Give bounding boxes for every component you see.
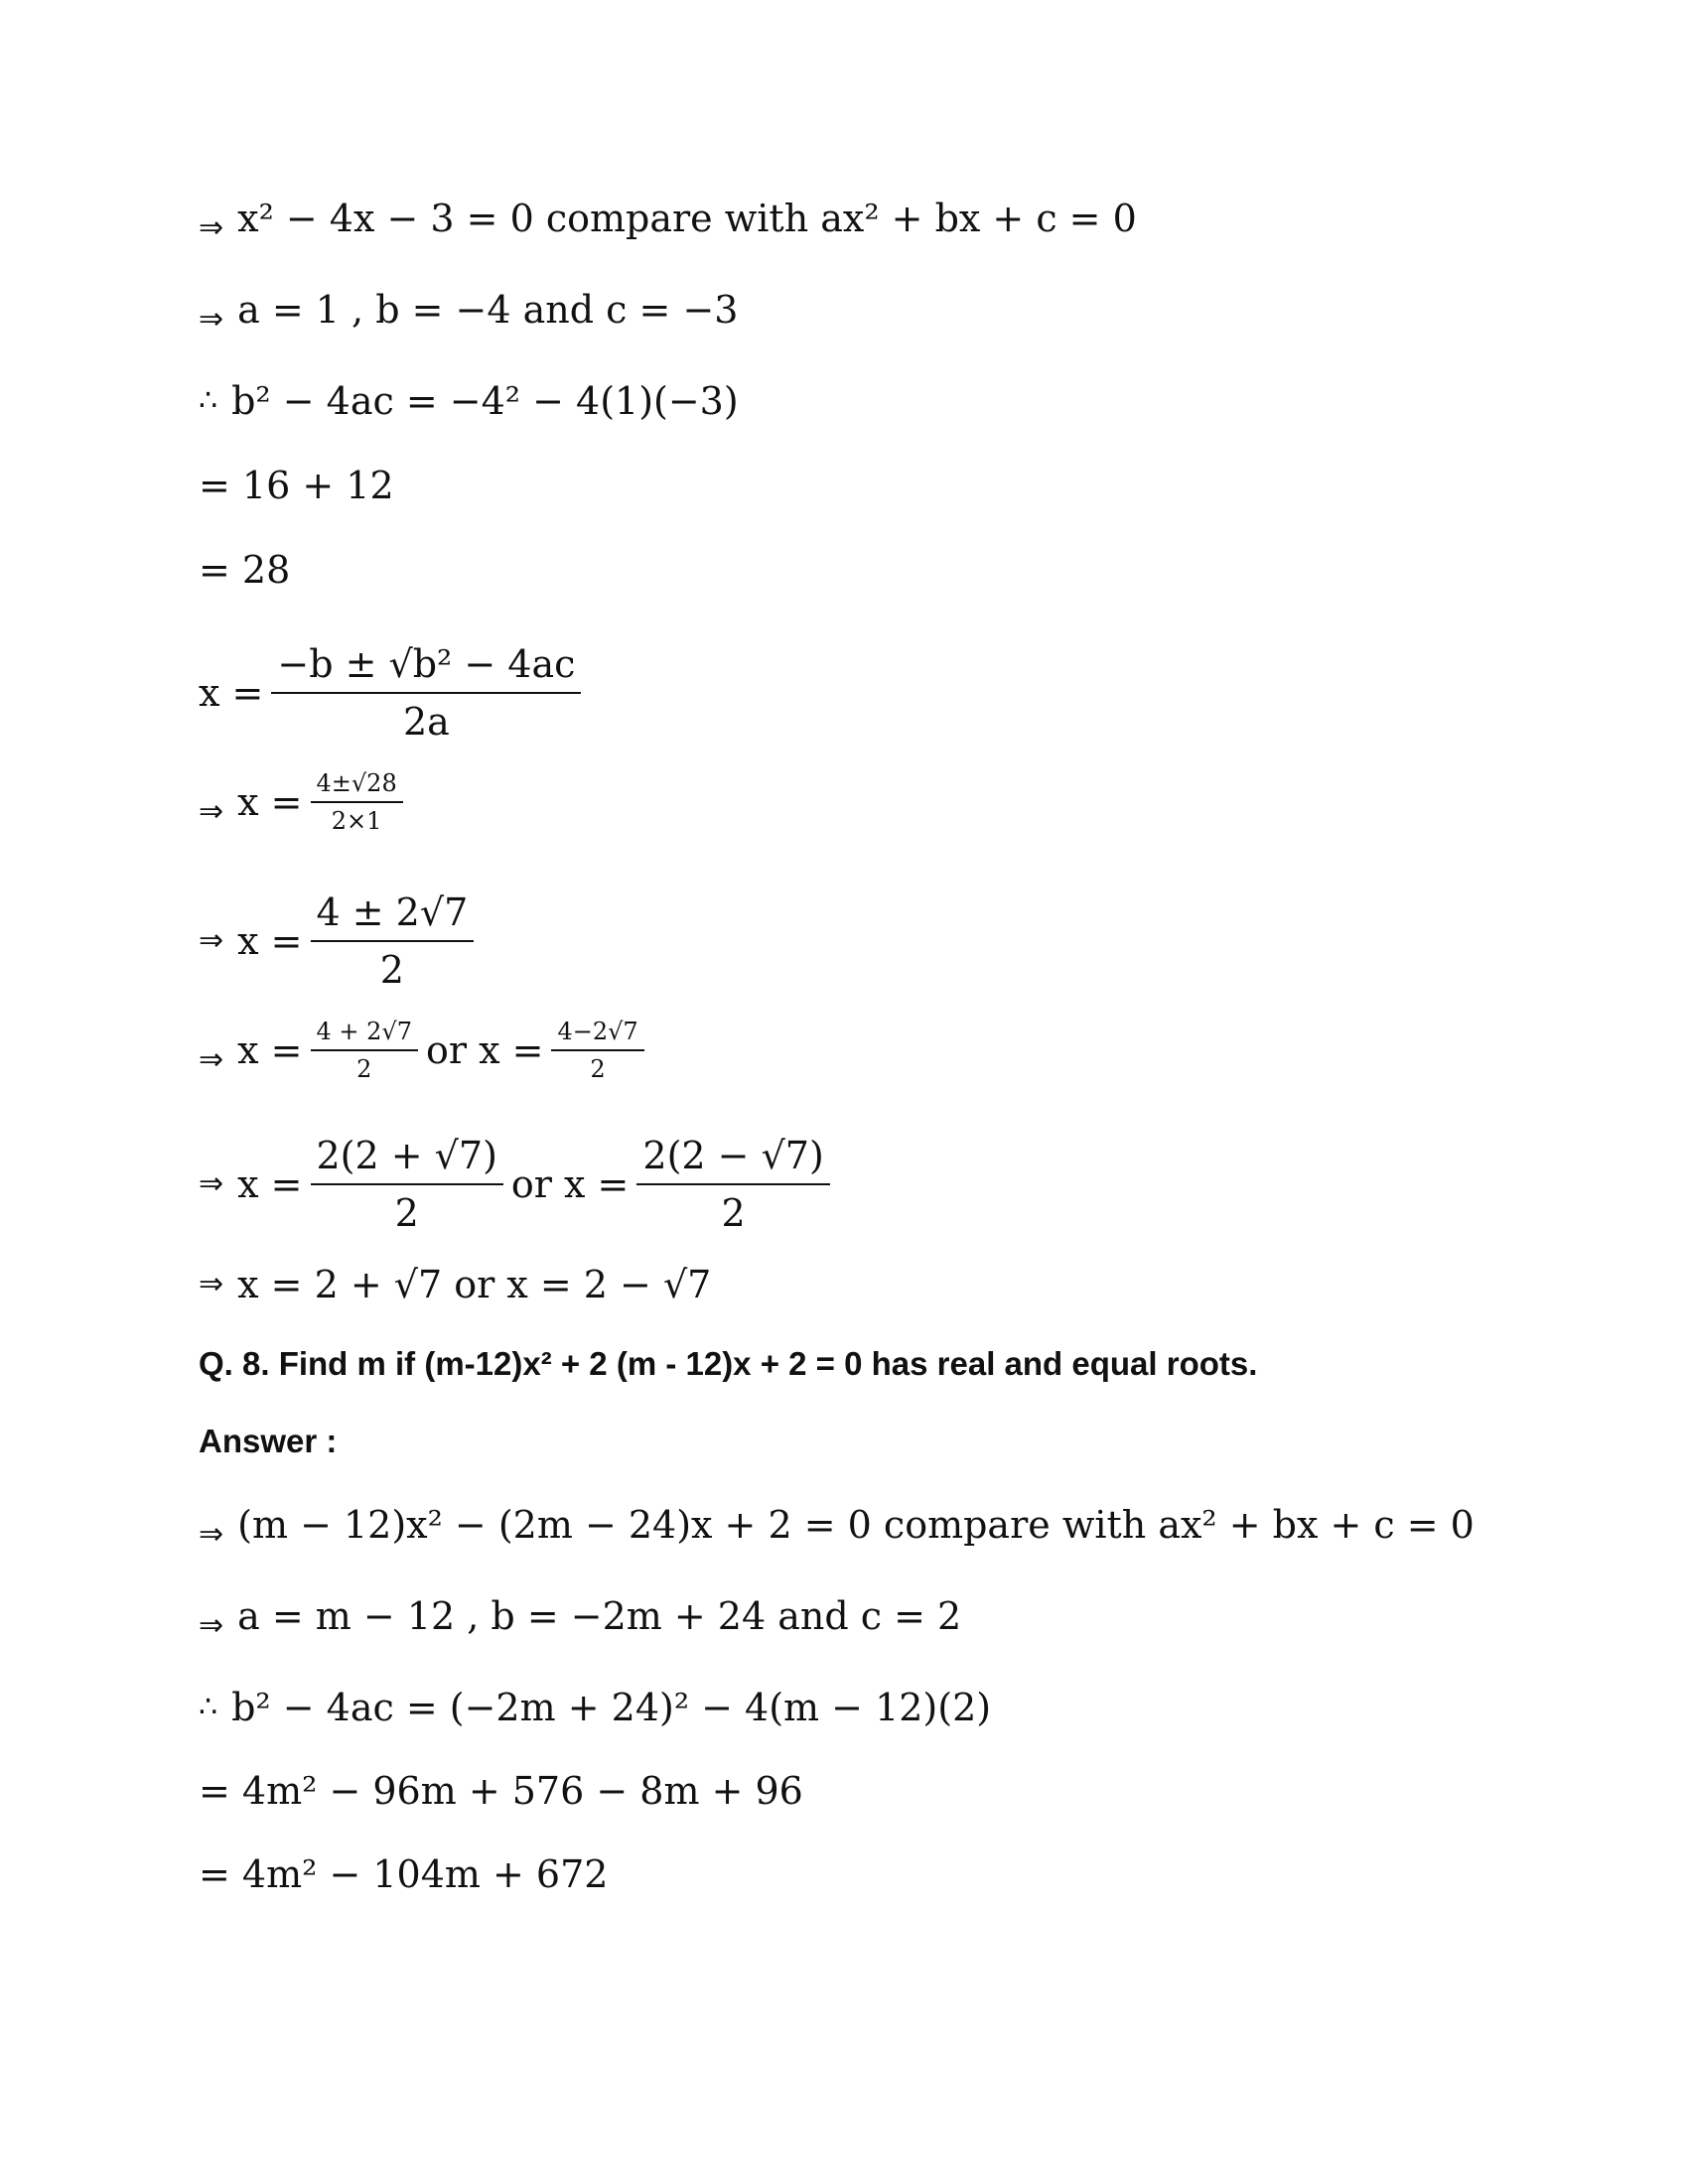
fraction-numerator: 4±√28	[311, 769, 403, 803]
implies-symbol: ⇒	[199, 1042, 224, 1077]
equation-line-2	[199, 286, 739, 337]
equation-line-13	[199, 1592, 962, 1643]
fraction-denominator: 2	[356, 1055, 372, 1083]
implies-symbol: ⇒	[199, 1608, 224, 1643]
equation-text: = 4m² − 104m + 672	[199, 1852, 609, 1896]
fraction-denominator: 2a	[402, 700, 450, 744]
equation-lhs: x =	[237, 919, 303, 963]
fraction	[311, 769, 403, 835]
implies-symbol: ⇒	[199, 1517, 224, 1552]
answer-label: Answer :	[199, 1423, 338, 1459]
implies-symbol: ⇒	[199, 794, 224, 829]
equation-line-12	[199, 1501, 1475, 1552]
fraction	[311, 1132, 503, 1237]
equation-line-9	[199, 1018, 652, 1083]
equation-line-10	[199, 1132, 838, 1237]
equation-text: = 4m² − 96m + 576 − 8m + 96	[199, 1769, 803, 1813]
equation-text: (m − 12)x² − (2m − 24)x + 2 = 0 compare with ax² + bx + c = 0	[237, 1503, 1475, 1547]
fraction-numerator: 4 + 2√7	[311, 1018, 418, 1051]
fraction	[311, 1018, 418, 1083]
question-8	[199, 1340, 1257, 1388]
fraction	[636, 1132, 829, 1237]
equation-line-8	[199, 888, 482, 994]
fraction-denominator: 2	[379, 948, 404, 992]
fraction-denominator: 2×1	[331, 807, 382, 835]
equation-lhs: x =	[237, 1162, 303, 1206]
implies-symbol: ⇒	[199, 923, 224, 958]
equation-text: = 16 + 12	[199, 464, 394, 507]
equation-lhs: x =	[199, 671, 264, 715]
fraction-numerator: 2(2 − √7)	[636, 1132, 829, 1185]
equation-lhs: x =	[237, 780, 303, 824]
equation-text: b² − 4ac = −4² − 4(1)(−3)	[231, 379, 739, 423]
equation-text: a = 1 , b = −4 and c = −3	[237, 288, 739, 332]
fraction-numerator: 4−2√7	[551, 1018, 643, 1051]
therefore-symbol: ∴	[199, 1690, 218, 1724]
fraction-numerator: 4 ± 2√7	[311, 888, 475, 942]
equation-connector: or x =	[425, 1028, 544, 1072]
equation-line-15	[199, 1767, 803, 1815]
fraction	[311, 888, 475, 994]
equation-text: x² − 4x − 3 = 0 compare with ax² + bx + c = 0	[237, 197, 1137, 240]
equation-line-3	[199, 377, 739, 425]
equation-line-14	[199, 1684, 991, 1731]
equation-text: b² − 4ac = (−2m + 24)² − 4(m − 12)(2)	[231, 1686, 992, 1729]
fraction	[551, 1018, 643, 1083]
equation-line-1	[199, 195, 1137, 245]
implies-symbol: ⇒	[199, 1166, 224, 1201]
quadratic-formula-line	[199, 640, 589, 746]
fraction-numerator: −b ± √b² − 4ac	[271, 640, 581, 694]
equation-line-4	[199, 462, 394, 509]
question-text: Q. 8. Find m if (m-12)x² + 2 (m - 12)x + 2 = 0 has real and equal roots.	[199, 1345, 1258, 1382]
implies-symbol: ⇒	[199, 210, 224, 245]
implies-symbol: ⇒	[199, 1267, 224, 1301]
equation-text: = 28	[199, 548, 291, 592]
equation-line-7	[199, 769, 411, 835]
fraction-numerator: 2(2 + √7)	[311, 1132, 503, 1185]
fraction-denominator: 2	[590, 1055, 606, 1083]
answer-heading	[199, 1418, 337, 1465]
equation-text: a = m − 12 , b = −2m + 24 and c = 2	[237, 1594, 962, 1638]
equation-text: x = 2 + √7 or x = 2 − √7	[237, 1263, 712, 1306]
equation-lhs: x =	[237, 1028, 303, 1072]
equation-line-5	[199, 546, 290, 594]
equation-line-16	[199, 1850, 608, 1898]
fraction-denominator: 2	[394, 1191, 419, 1235]
implies-symbol: ⇒	[199, 302, 224, 337]
equation-line-11	[199, 1261, 711, 1308]
fraction-denominator: 2	[721, 1191, 746, 1235]
fraction	[271, 640, 581, 746]
equation-connector: or x =	[510, 1162, 630, 1206]
therefore-symbol: ∴	[199, 383, 218, 418]
